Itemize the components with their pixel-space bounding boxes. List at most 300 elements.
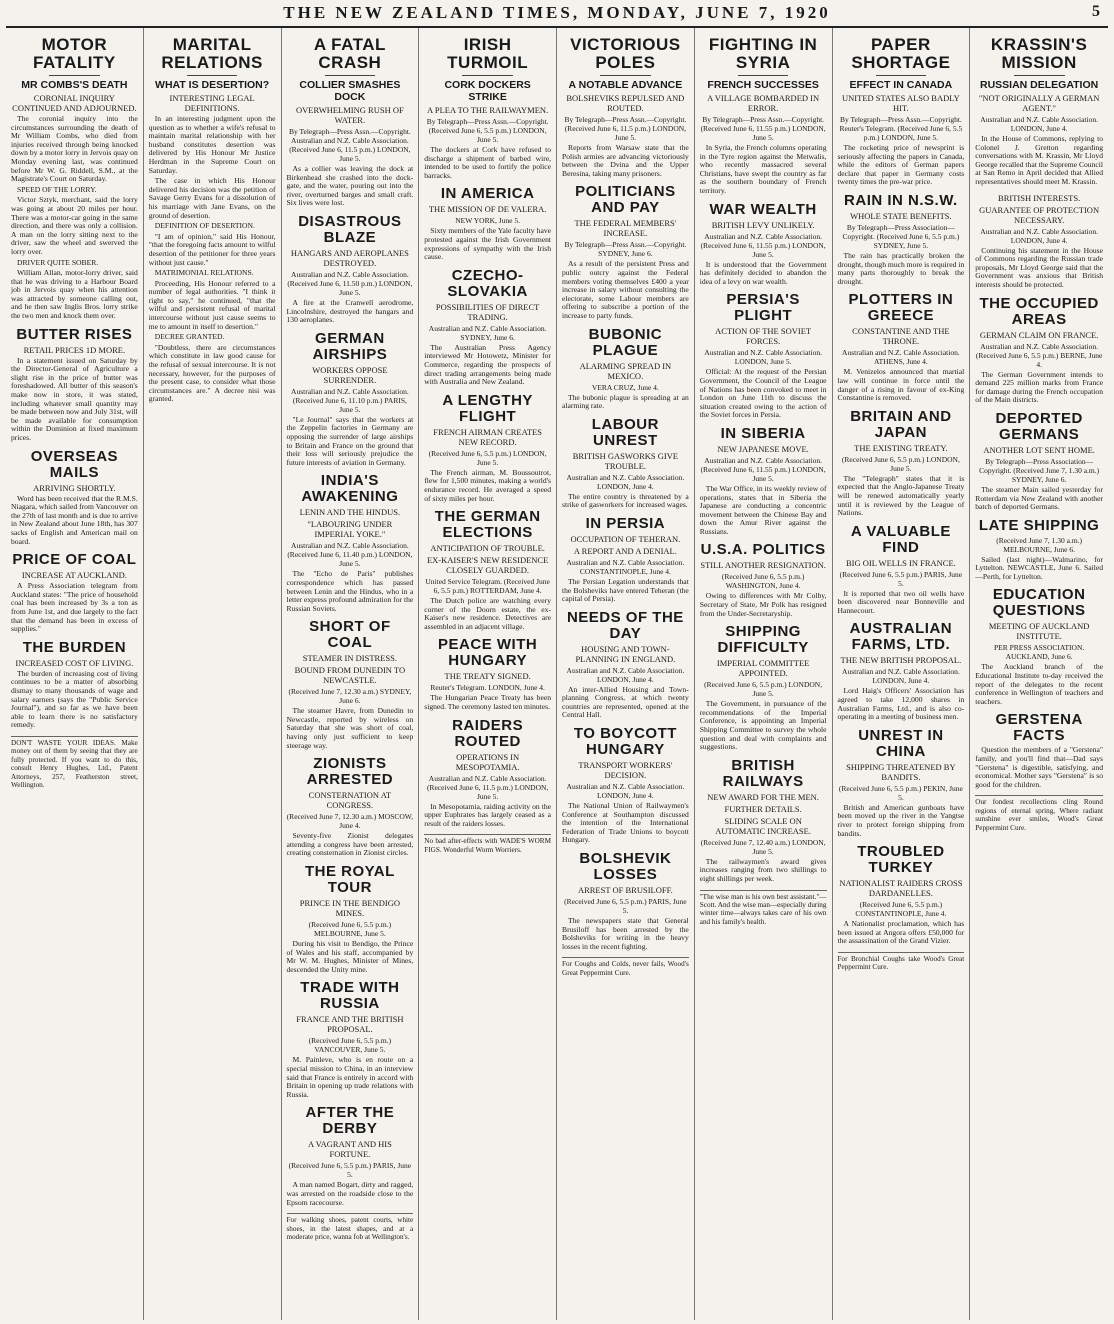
article-body [838, 475, 965, 518]
article-paragraph: Question the members of a "Gerstena" family, and you'll find that—Dad says "Gerstena" is digestible, satisfying, and economical. Mother says "Gerstena" is so good for the children. [975, 745, 1103, 789]
article-dateline: Australian and N.Z. Cable Association. SYDNEY, June 6. [428, 323, 547, 342]
article-headline: RAIDERS ROUTED [452, 716, 524, 750]
article-deck: HANGARS AND AEROPLANES DESTROYED. [290, 247, 409, 268]
article-paragraph: A Press Association telegram from Auckland states: "The price of household coal has been increased by 3s a ton as from June 1st, and due largely to the fact that the demand has been in excess of supplies." [11, 581, 138, 634]
article-paragraph: The railwaymen's award gives increases ranging from two shillings to eight shillings per week. [699, 856, 827, 883]
article-deck: TRANSPORT WORKERS' DECISION. [578, 760, 673, 781]
article [975, 193, 1103, 290]
article [562, 726, 689, 845]
article [838, 524, 965, 616]
article-paragraph: It is understood that the Government has definitely decided to abandon the idea of a levy on war wealth. [699, 259, 827, 286]
article-paragraph: The entire country is threatened by a strike of gasworkers for increased wages. [562, 491, 689, 510]
article-body [562, 578, 689, 604]
article [11, 449, 138, 547]
article-body [838, 590, 965, 616]
article [424, 268, 551, 387]
article-paragraph: The burden of increasing cost of living continues to be a matter of absorbing dismay to many thousands of wage and salary earners (says the "Public Service Journal"), and so far as we have been able to learn there is no satisfactory remedy. [11, 668, 138, 730]
article [700, 202, 827, 287]
column-8 [970, 28, 1108, 1320]
article-paragraph: During his visit to Bendigo, the Prince of Wales and his staff, accompanied by Mr W. M. Hughes, Minister of Mines, descended the Unity mine. [286, 939, 414, 974]
article-headline: THE GERMAN ELECTIONS [434, 508, 541, 542]
article-deck: CONSTERNATION AT CONGRESS. [308, 790, 392, 811]
headline-rule [600, 75, 651, 76]
article-body [424, 146, 551, 180]
article-deck: GERMAN CLAIM ON FRANCE. [979, 329, 1099, 340]
article-paragraph: A fire at the Cranwell aerodrome, Lincolnshire, destroyed the hangars and 130 aeroplanes. [286, 297, 414, 325]
article-headline: BUBONIC PLAGUE [588, 325, 663, 359]
headline-rule [187, 75, 238, 76]
article-body [424, 469, 551, 503]
article-paragraph: Proceeding, His Honour referred to a number of legal authorities. "I think it right to say," he continued, "that the wilful and persistent refusal of marital intercourse without just cause seems to me to amount in itself to desertion." [148, 278, 276, 331]
article-body [700, 592, 827, 618]
column-3 [282, 28, 420, 1320]
article-dateline: By Telegraph—Press Assn.—Copyright. (Received June 6, 11.5 p.m.) LONDON, June 5. [564, 115, 687, 142]
masthead [6, 0, 1108, 28]
article-paragraph: The Persian Legation understands that the Bolsheviks have entered Teheran (the capital of Persia). [562, 576, 689, 604]
article-body [700, 485, 827, 537]
article-headline: GERMAN AIRSHIPS [312, 329, 388, 363]
article-dateline: (Received June 6, 5.5 p.m.) WASHINGTON, June 4. [721, 572, 805, 591]
article-paragraph: As a result of the persistent Press and public outcry against the Federal members voting themselves £400 a year increase in salary without consulting the electorate, some Labour members are offering to subscribe a portion of the increase to party funds. [562, 259, 689, 320]
article [838, 36, 965, 187]
article-dateline: Australian and N.Z. Cable Association. (Received June 6, 5.5 p.m.) BERNE, June 4. [975, 341, 1103, 369]
article-deck: NATIONALIST RAIDERS CROSS DARDANELLES. [839, 878, 963, 899]
article-deck: "LABOURING UNDER IMPERIAL YOKE." [307, 519, 393, 540]
article [838, 728, 965, 838]
article-dateline: By Telegraph—Press Assn.—Copyright. SYDNEY, June 6. [564, 240, 687, 259]
article-dateline: By Telegraph—Press Assn.—Copyright. Australian and N.Z. Cable Association. (Received June 6, 11.5 p.m.) LONDON, June 5. [288, 127, 411, 163]
article-headline: GERSTENA FACTS [995, 711, 1083, 745]
article [424, 186, 551, 261]
article-body [975, 746, 1103, 789]
article-body [149, 115, 276, 404]
article-deck: FURTHER DETAILS. [724, 803, 802, 814]
article-deck: ANOTHER LOT SENT HOME. [983, 444, 1095, 455]
article [975, 36, 1103, 187]
article [838, 621, 965, 721]
article-paragraph: An inter-Allied Housing and Town-planning Congress, at which twenty countries are represented, opened at the Central Hall. [562, 684, 689, 720]
article [562, 36, 689, 178]
article-body [700, 858, 827, 884]
article-subheadline: RUSSIAN DELEGATION [980, 79, 1099, 91]
article-paragraph: British and American gunboats have been moved up the river in the Yangtse river to protect foreign shipping from bandits. [837, 802, 965, 838]
article [11, 36, 138, 321]
article-paragraph: The Australian Press Agency interviewed Mr Hotowetz, Minister for Commerce, regarding the prospects of direct trading arrangements being made with Australia and New Zealand. [424, 342, 551, 387]
article [975, 712, 1103, 789]
article-body [424, 344, 551, 387]
article-deck: CONSTANTINE AND THE THRONE. [852, 326, 950, 347]
article-dateline: Australian and N.Z. Cable Association. CONSTANTINOPLE, June 4. [566, 557, 685, 576]
article-body [11, 357, 138, 443]
article-body [975, 371, 1103, 405]
article-headline: A VALUABLE FIND [850, 522, 951, 556]
article [562, 184, 689, 320]
article-deck: NEW JAPANESE MOVE. [717, 443, 809, 454]
article [562, 516, 689, 604]
article-paragraph: As a collier was leaving the dock at Birkenhead she crashed into the dock-gate, and the water, pouring out into the river, overturned barges and small craft. Six lives were lost. [286, 164, 414, 208]
article-paragraph: In Syria, the French columns operating in the Tyre region against the Metwalis, who recently massacred several Christians, have swept the country as far as the southern boundary of French territory. [699, 143, 827, 195]
article-body [975, 486, 1103, 512]
article-dateline: (Received June 6, 5.5 p.m.) LONDON, June 5. [428, 448, 547, 467]
article-subheadline: COLLIER SMASHES DOCK [299, 79, 401, 103]
article-body [287, 1056, 414, 1099]
article [700, 426, 827, 537]
headline-rule [1014, 75, 1065, 76]
article-deck: WHOLE STATE BENEFITS. [850, 210, 952, 221]
article [11, 552, 138, 634]
article-dateline: (Received June 7, 12.30 a.m.) MOSCOW, June 4. [286, 812, 414, 831]
article [287, 1105, 414, 1207]
article-paragraph: The Auckland branch of the Educational Institute to-day received the report of the delegates to the recent conference in Wellington of teachers and teachers. [975, 662, 1103, 706]
article-headline: LABOUR UNREST [591, 415, 659, 449]
article-subheadline: EFFECT IN CANADA [849, 79, 953, 91]
article-paragraph: "Doubtless, there are circumstances which constitute in law good cause for the refusal of sexual intercourse. It is not necessary, however, for the purposes of the present case, to consider what those circumstances are." A decree nisi was granted. [148, 342, 276, 404]
column-7 [833, 28, 971, 1320]
article-headline: IN AMERICA [440, 185, 535, 203]
article-dateline: Australian and N.Z. Cable Association. LONDON, June 4. [980, 226, 1098, 245]
advertisement: "The wise man is his own best assistant."—Scott. And the wise man—especially during winter time—always takes care of his own and his family's health. [700, 890, 827, 927]
article-headline: VICTORIOUS POLES [570, 35, 681, 72]
article-deck: A VAGRANT AND HIS FORTUNE. [307, 1139, 392, 1160]
article [424, 509, 551, 631]
article-paragraph: The case in which His Honour delivered his decision was the petition of Savage Gerry Evans for a dissolution of his marriage with Jane Evans, on the ground of desertion. [148, 176, 276, 220]
article-paragraph: In the House of Commons, replying to Colonel J. Gretton regarding conversations with M. Krassin, Mr Lloyd George recalled that the Supreme Council at San Remo in April decided that Allied representatives should meet M. Krassin. [975, 134, 1103, 186]
article [700, 542, 827, 618]
article-subheadline: MR COMBS'S DEATH [21, 79, 128, 91]
article-paragraph: Word has been received that the R.M.S. Niagara, which sailed from Vancouver on the 27th of last month and is due to arrive in New Zealand about June 18th, has 307 sacks of English and American mail on board. [11, 493, 138, 546]
headline-rule [49, 75, 100, 76]
article-headline: UNREST IN CHINA [858, 726, 944, 760]
article-dateline: (Received June 7, 12.30 a.m.) SYDNEY, June 6. [288, 687, 412, 706]
article-body [562, 493, 689, 510]
article-body [562, 144, 689, 178]
article-dateline: (Received June 6, 5.5 p.m.) PARIS, June 5. [564, 897, 687, 916]
article-headline: TO BOYCOTT HUNGARY [573, 725, 677, 759]
article-headline: IRISH TURMOIL [447, 35, 529, 72]
article [562, 417, 689, 510]
article-paragraph: Owing to differences with Mr Colby, Secretary of State, Mr Polk has resigned from the Under-Secretaryship. [699, 591, 827, 618]
article-headline: ZIONISTS ARRESTED [306, 755, 394, 789]
article-headline: TROUBLED TURKEY [857, 843, 945, 877]
article-dateline: NEW YORK, June 5. [455, 216, 521, 226]
article-paragraph: Sixty members of the Yale faculty have protested against the Irish Government expressions of sympathy with the Irish cause. [424, 226, 551, 262]
article-deck: SHIPPING THREATENED BY BANDITS. [846, 761, 956, 782]
article-deck: A VILLAGE BOMBARDED IN ERROR. [707, 93, 820, 113]
headline-rule [738, 75, 789, 76]
article-deck: INCREASED COST OF LIVING. [15, 657, 134, 668]
article-dateline: (Received June 6, 5.5 p.m.) VANCOUVER, June 5. [308, 1036, 392, 1055]
article [11, 327, 138, 443]
advertisement: No bad after-effects with WADE'S WORM FIGS. Wonderful Worm Worriers. [424, 834, 551, 854]
article-deck: ALARMING SPREAD IN MEXICO. [579, 360, 672, 381]
article [700, 36, 827, 196]
article-paragraph: The rain has practically broken the drought, though much more is required in many parts thoroughly to break the drought. [837, 250, 965, 286]
article-body [562, 394, 689, 411]
article-paragraph: The steamer Havre, from Dunedin to Newcastle, reported by wireless on Saturday that she was short of coal, having only just sufficient to keep steerage way. [286, 706, 414, 750]
article-paragraph: Lord Haig's Officers' Association has agreed to take 12,000 shares in Australian Farms, Ltd., and is also co-operating in a meeting of business men. [837, 686, 965, 722]
column-2 [144, 28, 282, 1320]
article-body [11, 495, 138, 547]
article-dateline: Australian and N.Z. Cable Association. (Received June 6, 11.40 p.m.) LONDON, June 5. [287, 541, 413, 569]
article-body [838, 252, 965, 286]
article-headline: PAPER SHORTAGE [851, 35, 951, 72]
article [287, 331, 414, 468]
article-paragraph: The newspapers state that General Brusiloff has been arrested by the Bolsheviks for writing in the heavy losses in the recent fighting. [562, 916, 689, 951]
article-dateline: By Telegraph—Press Association—Copyright. (Received June 6, 5.5 p.m.) SYDNEY, June 5. [842, 222, 960, 250]
article-paragraph: The coronial inquiry into the circumstances surrounding the death of Mr William Combs, who died from injuries received through being knocked down by a motor lorry in Jervois quay on Monday evening last, was continued before Mr W. G. Riddell, S.M., at the Magistrate's Court on Saturday. [11, 114, 138, 184]
article-deck: THE TREATY SIGNED. [444, 671, 531, 682]
article-deck: NEW AWARD FOR THE MEN. [707, 791, 819, 802]
columns-container [6, 28, 1108, 1320]
article-dateline: By Telegraph—Press Association—Copyright. (Received June 7, 1.30 a.m.) SYDNEY, June 6. [979, 456, 1100, 484]
article [562, 610, 689, 720]
article-paragraph: DEFINITION OF DESERTION. [154, 221, 255, 231]
article-deck: OVERWHELMING RUSH OF WATER. [296, 105, 404, 125]
article [424, 637, 551, 711]
article-deck: FRENCH AIRMAN CREATES NEW RECORD. [433, 426, 542, 447]
article-body [975, 135, 1103, 187]
article-headline: DEPORTED GERMANS [995, 409, 1083, 443]
article-paragraph: Sailed (last night)—Walmarino, for Lyttelton. NEWCASTLE, June 6. Sailed—Perth, for Lyttelton. [975, 554, 1103, 581]
article-body [287, 570, 414, 613]
article-body [11, 670, 138, 730]
article-subheadline: FRENCH SUCCESSES [707, 79, 819, 91]
article-deck: BOUND FROM DUNEDIN TO NEWCASTLE. [294, 665, 406, 686]
article [424, 36, 551, 180]
article-paragraph: The Government, in pursuance of the recommendations of the Imperial Conference, is appointing an Imperial Shipping Committee to survey the whole question and deal with complaints and suggestions. [699, 699, 827, 752]
article-headline: IN SIBERIA [720, 424, 806, 442]
article-body [562, 686, 689, 720]
article-dateline: Australian and N.Z. Cable Association. LONDON, June 4. [566, 665, 685, 684]
article-paragraph: "I am of opinion," said His Honour, "that the foregoing facts amount to wilful desertion of the petitioner for three years without just cause." [148, 231, 276, 267]
article-body [562, 917, 689, 951]
article-paragraph: The Dutch police are watching every corner of the Doorn estate, the ex-Kaiser's new residence. Detectives are assembled in an adjacent village. [424, 596, 551, 631]
article-headline: AFTER THE DERBY [305, 1104, 395, 1138]
article-deck: POSSIBILITIES OF DIRECT TRADING. [435, 301, 540, 322]
article-paragraph: The German Government intends to demand 225 million marks from France for damage during the French occupation of the Main districts. [975, 369, 1103, 405]
article-headline: SHIPPING DIFFICULTY [717, 623, 809, 657]
article-paragraph: The rocketing price of newsprint is seriously affecting the papers in Canada, while the editors of German papers declare that paper in Germany costs twenty times the pre-war price. [837, 143, 965, 187]
article-headline: A LENGTHY FLIGHT [442, 391, 533, 425]
article-deck: RETAIL PRICES 1D MORE. [23, 344, 126, 355]
article-deck: LENIN AND THE HINDUS. [299, 507, 401, 518]
article-deck: STEAMER IN DISTRESS. [302, 653, 397, 664]
article-dateline: Australian and N.Z. Cable Association. (Received June 6, 11.55 p.m.) LONDON, June 5. [700, 455, 826, 483]
article-dateline: Reuter's Telegram. LONDON, June 4. [430, 683, 545, 693]
article-dateline: Australian and N.Z. Cable Association. (Received June 6, 11.10 p.m.) PARIS, June 5. [291, 386, 409, 414]
article-paragraph: The Hungarian Peace Treaty has been signed. The ceremony lasted ten minutes. [424, 693, 551, 712]
article-dateline: (Received June 6, 5.5 p.m.) MELBOURNE, June 5. [308, 920, 392, 939]
article [287, 619, 414, 750]
article-paragraph: Official: At the request of the Persian Government, the Council of the League of Nations has been convoked to meet in London on June 11th to discuss the situation created owing to the action of the Soviet forces in Persia. [699, 367, 827, 420]
article-dateline: (Received June 7, 1.30 a.m.) MELBOURNE, June 6. [996, 535, 1083, 554]
article-dateline: (Received June 7, 12.40 a.m.) LONDON, June 5. [700, 837, 826, 856]
article-dateline: United Service Telegram. (Received June 6, 5.5 p.m.) ROTTERDAM, June 4. [425, 577, 550, 596]
article-paragraph: Victor Sztyk, merchant, said the lorry was going at about 20 miles per hour. There was a motor-car going in the same direction, and there was only a collision. A man on the lorry sitting next to the driver, saw the wheel and swerved the lorry over. [11, 195, 138, 256]
article-deck: THE NEW BRITISH PROPOSAL. [840, 655, 962, 666]
article [149, 36, 276, 404]
article-paragraph: The "Echo de Paris" publishes correspondence which has passed between Lenin and the Hindus, who in a letter express profound admiration for the Russian Soviets. [286, 569, 414, 613]
article [838, 292, 965, 402]
article-body [424, 227, 551, 261]
article-headline: BUTTER RISES [16, 325, 133, 343]
headline-rule [876, 75, 927, 76]
article [424, 718, 551, 829]
article-deck: BRITISH LEVY UNLIKELY. [711, 219, 815, 230]
article-headline: KRASSIN'S MISSION [990, 35, 1088, 72]
article-body [424, 597, 551, 631]
article-paragraph: DRIVER QUITE SOBER. [17, 257, 99, 267]
column-4 [419, 28, 557, 1320]
article-deck: THE MISSION OF DE VALERA. [428, 204, 547, 215]
article-headline: A FATAL CRASH [313, 35, 386, 72]
article-deck: CORONIAL INQUIRY CONTINUED AND ADJOURNED. [12, 93, 137, 113]
article [700, 758, 827, 884]
article-paragraph: A Nationalist proclamation, which has been issued at Angora offers £50,000 for the assassination of the Grand Vizier. [837, 919, 965, 946]
article [838, 409, 965, 518]
article [287, 473, 414, 613]
article-dateline: (Received June 6, 5.5 p.m.) PARIS, June 5. [839, 569, 963, 588]
column-5 [557, 28, 695, 1320]
article [562, 851, 689, 951]
article-headline: POLITICIANS AND PAY [575, 183, 676, 217]
article-headline: THE OCCUPIED AREAS [979, 294, 1099, 328]
article-dateline: By Telegraph—Press Assn.—Copyright. (Received June 6, 11.55 p.m.) LONDON, June 5. [700, 115, 826, 142]
article-body [838, 368, 965, 402]
article-deck: OCCUPATION OF TEHERAN. [570, 533, 681, 544]
article-deck: ARREST OF BRUSILOFF. [577, 885, 673, 896]
advertisement: DON'T WASTE YOUR IDEAS. Make money out of them by seeing that they are fully protected. If you want to do this, consult Henry Hughes, Ltd., Patent Attorneys, 257, Featherston street, Wellington. [11, 736, 138, 789]
article-subheadline: A NOTABLE ADVANCE [568, 79, 683, 91]
article-paragraph: Reports from Warsaw state that the Polish armies are advancing victoriously between the Dvina and the Upper Beresina, taking many prisoners. [562, 143, 689, 178]
article [424, 393, 551, 503]
article-headline: MARITAL RELATIONS [161, 35, 263, 72]
article-paragraph: The French airman, M. Boussoutrot, flew for 1,500 minutes, making a world's endurance record. He averaged a speed of sixty miles per hour. [424, 467, 551, 503]
page-number: 5 [1092, 3, 1100, 20]
article-paragraph: M. Venizelos announced that martial law will continue in force until the danger of a rising in favour of ex-King Constantine is removed. [837, 367, 965, 403]
article-headline: PEACE WITH HUNGARY [438, 636, 538, 670]
article-paragraph: The steamer Main sailed yesterday for Rotterdam via New Zealand with another batch of deported Germans. [975, 484, 1103, 512]
advertisement: For Coughs and Colds, never fails, Wood's Great Peppermint Cure. [562, 957, 689, 977]
article [838, 193, 965, 286]
article-dateline: Australian and N.Z. Cable Association. LONDON, June 4. [980, 115, 1098, 133]
article [975, 296, 1103, 405]
article-body [562, 802, 689, 845]
article-dateline: VERA CRUZ, June 4. [591, 382, 659, 392]
article-dateline: Australian and N.Z. Cable Association. LONDON, June 4. [566, 472, 685, 491]
article-body [562, 260, 689, 320]
article-subheadline: CORK DOCKERS STRIKE [444, 79, 531, 103]
article-body [838, 920, 965, 946]
article [975, 411, 1103, 512]
article-dateline: (Received June 6, 5.5 p.m.) LONDON, June 5. [841, 454, 960, 473]
article-headline: DISASTROUS BLAZE [298, 212, 402, 246]
article-paragraph: SPEED OF THE LORRY. [17, 184, 97, 194]
article-headline: BOLSHEVIK LOSSES [579, 850, 672, 884]
article [700, 624, 827, 752]
article-deck: IMPERIAL COMMITTEE APPOINTED. [716, 658, 810, 679]
article-body [287, 299, 414, 325]
article-deck: STILL ANOTHER RESIGNATION. [700, 560, 826, 571]
article-dateline: By Telegraph—Press Assn.—Copyright. Reuter's Telegram. (Received June 6, 5.5 p.m.) LONDON, June 5. [839, 115, 963, 142]
article-headline: NEEDS OF THE DAY [566, 608, 684, 642]
newspaper-title: THE NEW ZEALAND TIMES, MONDAY, JUNE 7, 1920 [283, 3, 831, 22]
article-paragraph: A man named Bogart, dirty and ragged, was arrested on the roadside close to the Epsom racecourse. [286, 1180, 414, 1207]
article-paragraph: The bubonic plague is spreading at an alarming rate. [562, 392, 689, 411]
article-body [700, 144, 827, 196]
article-headline: FIGHTING IN SYRIA [708, 35, 818, 72]
article-body [975, 247, 1103, 290]
headline-rule [462, 75, 513, 76]
article-deck: A PLEA TO THE RAILWAYMEN. [427, 105, 549, 115]
article-deck: SLIDING SCALE ON AUTOMATIC INCREASE. [715, 815, 811, 836]
article-headline: PERSIA'S PLIGHT [726, 291, 800, 325]
article-headline: INDIA'S AWAKENING [301, 472, 399, 506]
article [700, 292, 827, 420]
article-body [838, 804, 965, 838]
article-body [700, 368, 827, 420]
article-dateline: Australian and N.Z. Cable Association. LONDON, June 5. [704, 348, 822, 367]
article-deck: EX-KAISER'S NEW RESIDENCE CLOSELY GUARDED. [426, 555, 549, 576]
article-headline: U.S.A. POLITICS [700, 541, 826, 559]
article-headline: IN PERSIA [585, 514, 666, 532]
article [287, 36, 414, 208]
article-paragraph: In Mesopotamia, raiding activity on the upper Euphrates has largely ceased as a result of the raiders losses. [424, 801, 551, 828]
article-paragraph: "Le Journal" says that the workers at the Zeppelin factories in Germany are opposing the surrender of large airships to Britain and France on the ground that their loss will seriously prejudice the future interests of aviation in Germany. [286, 414, 414, 467]
article-body [287, 940, 414, 974]
article-paragraph: DECREE GRANTED. [154, 332, 225, 342]
article [287, 864, 414, 974]
article-dateline: Australian and N.Z. Cable Association. ATHENS, June 4. [842, 348, 960, 367]
article [838, 844, 965, 946]
article-headline: PLOTTERS IN GREECE [848, 291, 954, 325]
column-6 [695, 28, 833, 1320]
article-headline: MOTOR FATALITY [33, 35, 116, 72]
article-dateline: Australian and N.Z. Cable Association. (Received June 6, 11.55 p.m.) LONDON, June 5. [700, 231, 826, 259]
article-deck: ANTICIPATION OF TROUBLE. [430, 543, 545, 554]
article-paragraph: The "Telegraph" states that it is expected that the Anglo-Japanese Treaty will be renewed automatically yearly until it is reviewed by the League of Nations. [837, 473, 965, 518]
article [562, 327, 689, 411]
article-paragraph: Seventy-five Zionist delegates attending a congress have been arrested, creating consternation in Zionist circles. [286, 831, 414, 858]
article-dateline: Australian and N.Z. Cable Association. (Received June 6, 11.5 p.m.) LONDON, June 5. [426, 773, 549, 801]
article-dateline: (Received June 6, 5.5 p.m.) PEKIN, June 5. [838, 783, 963, 802]
article-headline: TRADE WITH RUSSIA [300, 979, 400, 1013]
article-dateline: By Telegraph—Press Assn.—Copyright. (Received June 6, 5.5 p.m.) LONDON, June 5. [426, 117, 549, 144]
article-headline: OVERSEAS MAILS [30, 447, 119, 481]
article-paragraph: The National Union of Railwaymen's Conference at Southampton discussed the intention of the International Federation of Trade Unions to boycott Hungary. [562, 801, 689, 845]
article-deck: BIG OIL WELLS IN FRANCE. [845, 557, 956, 568]
article-body [287, 165, 414, 208]
article [11, 640, 138, 730]
article-headline: THE ROYAL TOUR [304, 863, 395, 897]
article-headline: BRITAIN AND JAPAN [850, 407, 952, 441]
article-headline: AUSTRALIAN FARMS, LTD. [849, 620, 953, 654]
headline-rule [325, 75, 376, 76]
article-deck: MEETING OF AUCKLAND INSTITUTE. [988, 621, 1090, 642]
article-headline: EDUCATION QUESTIONS [992, 586, 1086, 620]
article-body [287, 832, 414, 858]
article [287, 980, 414, 1099]
article-paragraph: Continuing his statement in the House of Commons regarding the Russian trade proposals, Mr Lloyd George said that the Government was anxious that British interests should be protected. [975, 245, 1103, 289]
article-paragraph: In an interesting judgment upon the question as to whether a wife's refusal to maintain marital relationship with her husband constitutes desertion was delivered by His Honour Mr Justice Herdman in the Supreme Court on Saturday. [148, 114, 276, 175]
article-body [700, 700, 827, 752]
article-deck: HOUSING AND TOWN-PLANNING IN ENGLAND. [575, 643, 676, 664]
article-deck: WORKERS OPPOSE SURRENDER. [312, 364, 388, 385]
article-body [700, 261, 827, 287]
article-body [11, 115, 138, 321]
advertisement: For Bronchial Coughs take Wood's Great Peppermint Cure. [838, 952, 965, 972]
article-headline: PRICE OF COAL [12, 551, 137, 569]
